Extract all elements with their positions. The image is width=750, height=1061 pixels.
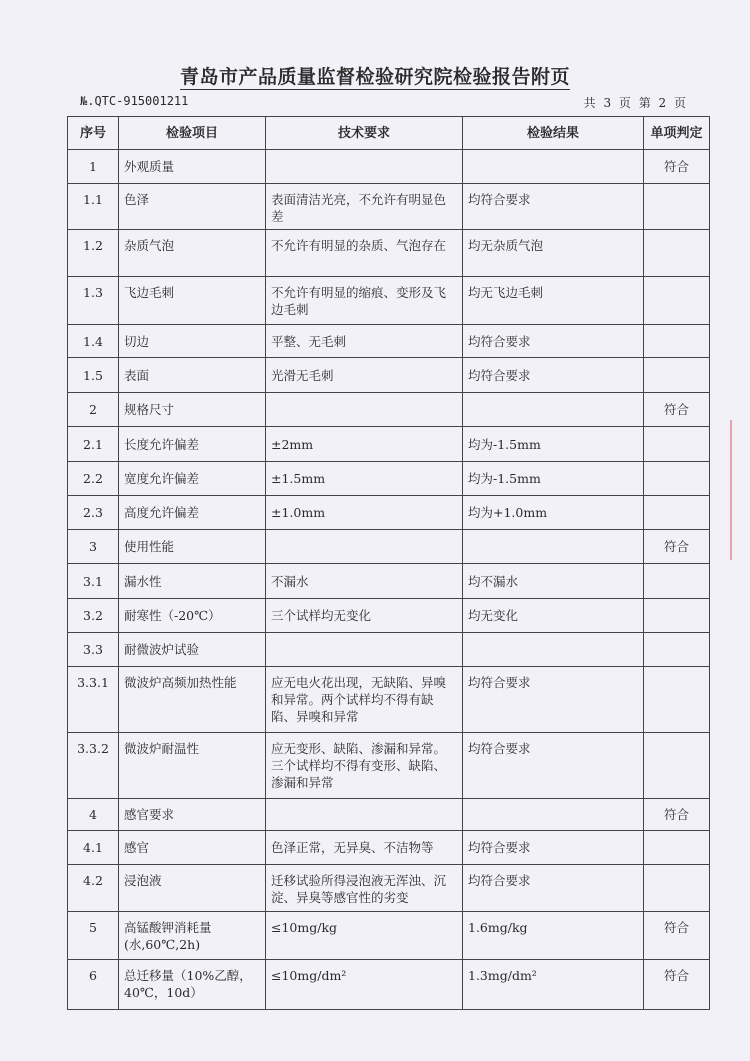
cell-item: 漏水性 xyxy=(119,564,266,599)
cell-requirement: 应无变形、缺陷、渗漏和异常。三个试样均不得有变形、缺陷、渗漏和异常 xyxy=(266,733,463,799)
cell-requirement: 表面清洁光亮，不允许有明显色差 xyxy=(266,184,463,230)
cell-result: 均为+1.0mm xyxy=(463,496,644,530)
cell-no: 3.1 xyxy=(68,564,119,599)
cell-requirement xyxy=(266,633,463,667)
cell-verdict xyxy=(644,564,710,599)
cell-verdict: 符合 xyxy=(644,799,710,831)
cell-verdict xyxy=(644,865,710,912)
header-requirement: 技术要求 xyxy=(266,117,463,150)
cell-item: 感官要求 xyxy=(119,799,266,831)
cell-result: 均不漏水 xyxy=(463,564,644,599)
cell-requirement: 不允许有明显的缩痕、变形及飞边毛刺 xyxy=(266,277,463,325)
cell-verdict xyxy=(644,325,710,358)
cell-no: 4 xyxy=(68,799,119,831)
cell-item: 高锰酸钾消耗量(水,60℃,2h) xyxy=(119,912,266,960)
cell-no: 1.3 xyxy=(68,277,119,325)
cell-requirement: ±1.5mm xyxy=(266,462,463,496)
cell-requirement xyxy=(266,393,463,427)
cell-item: 微波炉耐温性 xyxy=(119,733,266,799)
cell-item: 切边 xyxy=(119,325,266,358)
cell-result xyxy=(463,150,644,184)
cell-no: 1.1 xyxy=(68,184,119,230)
table-row xyxy=(68,865,710,912)
cell-result: 均符合要求 xyxy=(463,358,644,393)
cell-result xyxy=(463,393,644,427)
cell-item: 使用性能 xyxy=(119,530,266,564)
cell-requirement xyxy=(266,530,463,564)
table-row xyxy=(68,799,710,831)
cell-item: 耐微波炉试验 xyxy=(119,633,266,667)
page-info: 共 3 页 第 2 页 xyxy=(583,96,688,110)
cell-requirement: 迁移试验所得浸泡液无浑浊、沉淀、异臭等感官性的劣变 xyxy=(266,865,463,912)
cell-requirement: 三个试样均无变化 xyxy=(266,599,463,633)
cell-no: 2.3 xyxy=(68,496,119,530)
table-row xyxy=(68,912,710,960)
cell-requirement: 色泽正常，无异臭、不洁物等 xyxy=(266,831,463,865)
cell-verdict: 符合 xyxy=(644,530,710,564)
cell-item: 总迁移量（10%乙醇，40℃，10d） xyxy=(119,960,266,1010)
cell-item: 规格尺寸 xyxy=(119,393,266,427)
table-row xyxy=(68,277,710,325)
cell-result: 均符合要求 xyxy=(463,184,644,230)
cell-requirement: ±1.0mm xyxy=(266,496,463,530)
cell-no: 5 xyxy=(68,912,119,960)
cell-verdict xyxy=(644,427,710,462)
cell-result: 1.3mg/dm² xyxy=(463,960,644,1010)
stamp-edge xyxy=(730,420,750,560)
cell-result: 均为-1.5mm xyxy=(463,427,644,462)
cell-requirement xyxy=(266,150,463,184)
table-row xyxy=(68,633,710,667)
table-row xyxy=(68,667,710,733)
cell-no: 1.5 xyxy=(68,358,119,393)
cell-no: 3 xyxy=(68,530,119,564)
table-row xyxy=(68,733,710,799)
cell-requirement: 光滑无毛刺 xyxy=(266,358,463,393)
cell-result xyxy=(463,530,644,564)
table-row xyxy=(68,831,710,865)
cell-verdict xyxy=(644,358,710,393)
cell-no: 3.2 xyxy=(68,599,119,633)
cell-no: 6 xyxy=(68,960,119,1010)
cell-no: 3.3.2 xyxy=(68,733,119,799)
cell-item: 长度允许偏差 xyxy=(119,427,266,462)
cell-result: 均无变化 xyxy=(463,599,644,633)
cell-item: 表面 xyxy=(119,358,266,393)
cell-result: 均无飞边毛刺 xyxy=(463,277,644,325)
header-item: 检验项目 xyxy=(119,117,266,150)
table-row xyxy=(68,184,710,230)
cell-no: 4.2 xyxy=(68,865,119,912)
cell-no: 2 xyxy=(68,393,119,427)
table-row xyxy=(68,427,710,462)
cell-requirement: 不允许有明显的杂质、气泡存在 xyxy=(266,230,463,277)
cell-result: 均无杂质气泡 xyxy=(463,230,644,277)
cell-verdict xyxy=(644,733,710,799)
cell-result xyxy=(463,799,644,831)
table-row xyxy=(68,496,710,530)
table-row xyxy=(68,530,710,564)
cell-verdict xyxy=(644,230,710,277)
cell-no: 2.1 xyxy=(68,427,119,462)
cell-item: 杂质气泡 xyxy=(119,230,266,277)
report-title: 青岛市产品质量监督检验研究院检验报告附页 xyxy=(179,66,570,88)
table-row xyxy=(68,325,710,358)
table-row xyxy=(68,393,710,427)
cell-requirement: ≤10mg/dm² xyxy=(266,960,463,1010)
cell-no: 3.3 xyxy=(68,633,119,667)
cell-verdict xyxy=(644,184,710,230)
inspection-table xyxy=(67,116,710,1010)
cell-verdict: 符合 xyxy=(644,960,710,1010)
cell-verdict: 符合 xyxy=(644,912,710,960)
table-row xyxy=(68,150,710,184)
cell-verdict xyxy=(644,496,710,530)
cell-item: 浸泡液 xyxy=(119,865,266,912)
header-result: 检验结果 xyxy=(463,117,644,150)
cell-no: 1.4 xyxy=(68,325,119,358)
table-row xyxy=(68,462,710,496)
cell-no: 1.2 xyxy=(68,230,119,277)
table-row xyxy=(68,564,710,599)
cell-item: 高度允许偏差 xyxy=(119,496,266,530)
cell-item: 感官 xyxy=(119,831,266,865)
table-row xyxy=(68,599,710,633)
header-no: 序号 xyxy=(68,117,119,150)
cell-requirement: ≤10mg/kg xyxy=(266,912,463,960)
table-row xyxy=(68,230,710,277)
cell-verdict xyxy=(644,599,710,633)
cell-verdict xyxy=(644,667,710,733)
report-number: №.QTC-915001211 xyxy=(80,94,189,108)
cell-item: 微波炉高频加热性能 xyxy=(119,667,266,733)
cell-result xyxy=(463,633,644,667)
cell-no: 1 xyxy=(68,150,119,184)
cell-verdict xyxy=(644,633,710,667)
cell-verdict xyxy=(644,462,710,496)
table-row xyxy=(68,358,710,393)
cell-verdict xyxy=(644,277,710,325)
cell-result: 均符合要求 xyxy=(463,325,644,358)
cell-result: 均符合要求 xyxy=(463,831,644,865)
cell-result: 1.6mg/kg xyxy=(463,912,644,960)
cell-item: 色泽 xyxy=(119,184,266,230)
cell-item: 耐寒性（-20℃） xyxy=(119,599,266,633)
table-header xyxy=(68,117,710,150)
cell-requirement: 应无电火花出现，无缺陷、异嗅和异常。两个试样均不得有缺陷、异嗅和异常 xyxy=(266,667,463,733)
cell-requirement: ±2mm xyxy=(266,427,463,462)
cell-item: 飞边毛刺 xyxy=(119,277,266,325)
cell-item: 外观质量 xyxy=(119,150,266,184)
cell-verdict: 符合 xyxy=(644,393,710,427)
header-verdict: 单项判定 xyxy=(644,117,710,150)
cell-result: 均符合要求 xyxy=(463,865,644,912)
cell-no: 2.2 xyxy=(68,462,119,496)
cell-item: 宽度允许偏差 xyxy=(119,462,266,496)
cell-no: 3.3.1 xyxy=(68,667,119,733)
cell-verdict: 符合 xyxy=(644,150,710,184)
cell-result: 均符合要求 xyxy=(463,667,644,733)
table-row xyxy=(68,960,710,1010)
cell-verdict xyxy=(644,831,710,865)
cell-requirement xyxy=(266,799,463,831)
cell-requirement: 不漏水 xyxy=(266,564,463,599)
cell-result: 均为-1.5mm xyxy=(463,462,644,496)
cell-requirement: 平整、无毛刺 xyxy=(266,325,463,358)
cell-result: 均符合要求 xyxy=(463,733,644,799)
cell-no: 4.1 xyxy=(68,831,119,865)
